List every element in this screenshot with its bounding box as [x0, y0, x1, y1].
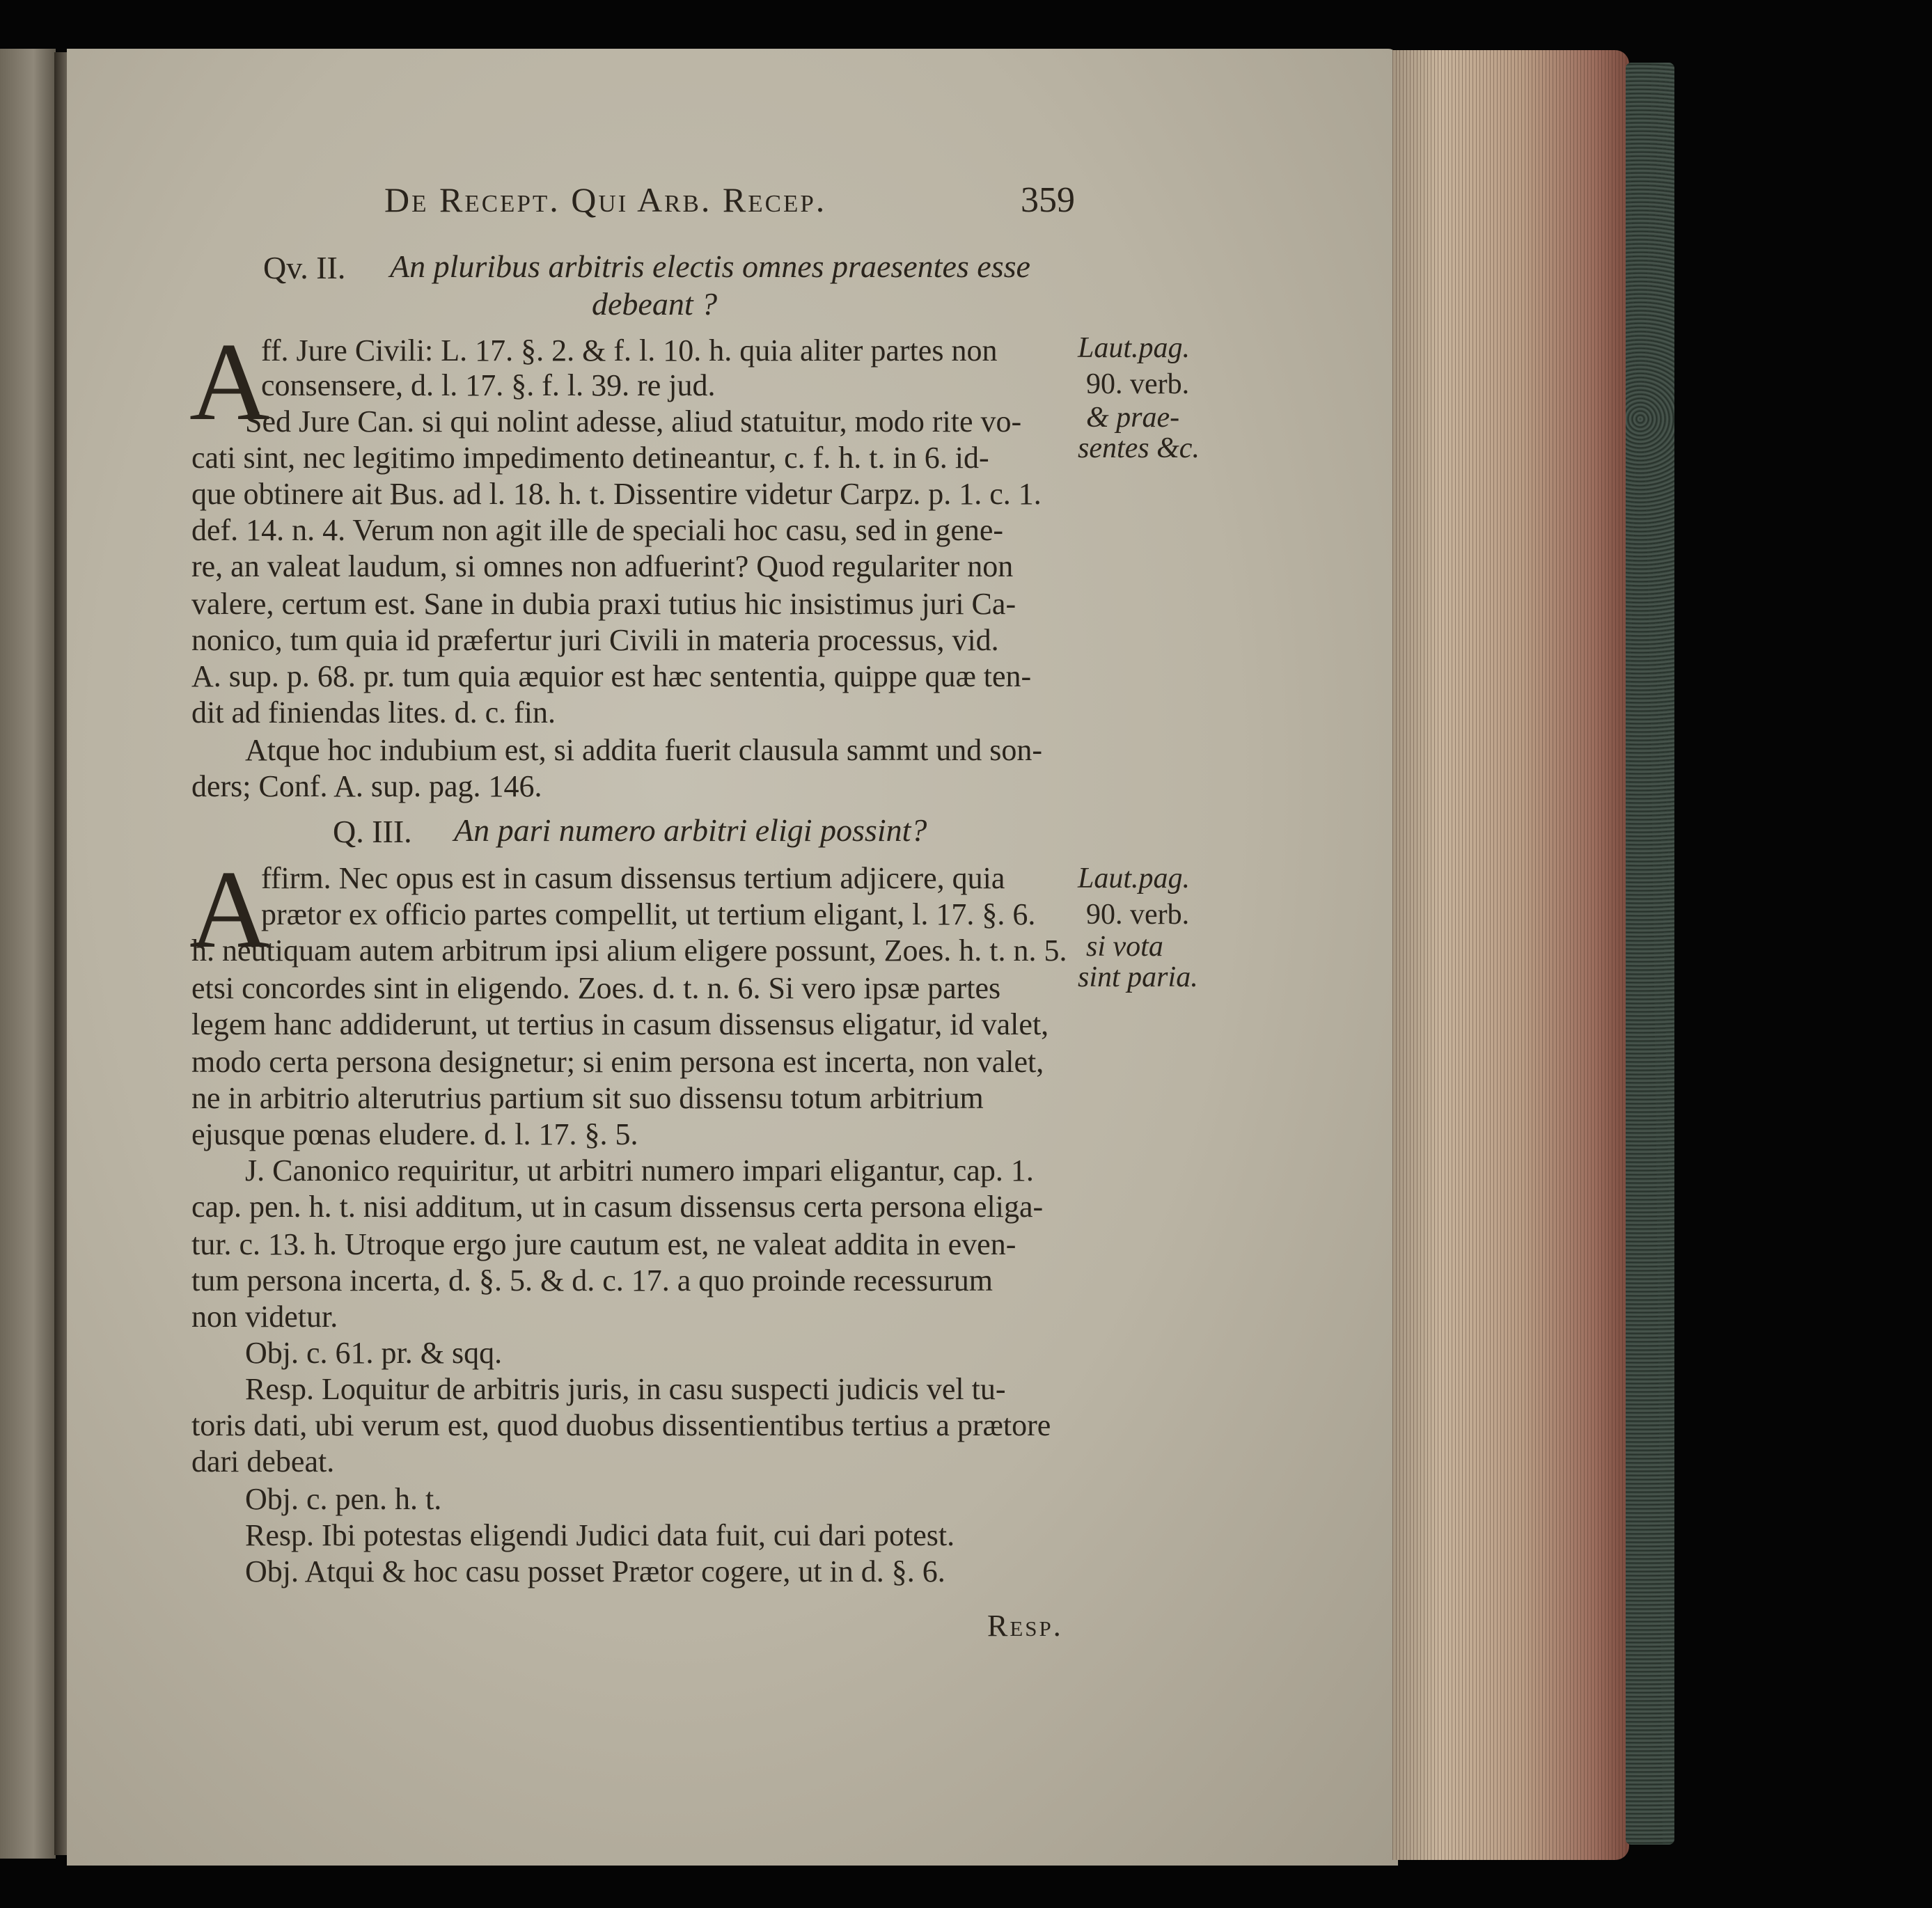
q3-line: dari debeat.: [191, 1444, 335, 1479]
q3-line: non videtur.: [191, 1300, 338, 1334]
q3-line: prætor ex officio partes compellit, ut tertium eligant, l. 17. §. 6.: [261, 897, 1036, 931]
q3-line: tum persona incerta, d. §. 5. & d. c. 17. a quo proinde recessurum: [191, 1263, 994, 1298]
q3-line: ejusque pœnas eludere. d. l. 17. §. 5.: [191, 1117, 638, 1151]
q3-line: legem hanc addiderunt, ut tertius in casum dissensus eligatur, id valet,: [191, 1007, 1049, 1041]
margin-note-2-line: Laut.pag.: [1078, 862, 1191, 894]
q2-line: ff. Jure Civili: L. 17. §. 2. & f. l. 10. h. quia aliter partes non: [261, 333, 998, 368]
q3-line: Obj. c. pen. h. t.: [245, 1482, 442, 1516]
margin-note-1-line: sentes &c.: [1078, 432, 1200, 464]
q3-line: Obj. Atqui & hoc casu posset Prætor cogere, ut in d. §. 6.: [245, 1554, 945, 1588]
q3-line: ffirm. Nec opus est in casum dissensus tertium adjicere, quia: [261, 861, 1005, 895]
q2-line: def. 14. n. 4. Verum non agit ille de speciali hoc casu, sed in gene-: [191, 513, 1004, 547]
margin-note-1-line: 90. verb.: [1086, 368, 1190, 400]
q2-line: re, an valeat laudum, si omnes non adfuerint? Quod regulariter non: [191, 549, 1014, 583]
q3-line: tur. c. 13. h. Utroque ergo jure cautum est, ne valeat addita in even-: [191, 1227, 1016, 1261]
q2-line: Atque hoc indubium est, si addita fuerit clausula sammt und son-: [245, 733, 1043, 767]
q3-line: Obj. c. 61. pr. & sqq.: [245, 1336, 503, 1370]
running-title: De Recept. Qui Arb. Recep.: [384, 180, 827, 219]
q2-line: dit ad finiendas lites. d. c. fin.: [191, 695, 556, 730]
q3-line: Resp. Ibi potestas eligendi Judici data fuit, cui dari potest.: [245, 1518, 955, 1552]
q2-line: ders; Conf. A. sup. pag. 146.: [191, 769, 542, 803]
q3-line: etsi concordes sint in eligendo. Zoes. d. t. n. 6. Si vero ipsæ partes: [191, 971, 1001, 1005]
q2-line: nonico, tum quia id præfertur juri Civili in materia processus, vid.: [191, 623, 999, 657]
margin-note-1-line: Laut.pag.: [1078, 332, 1191, 364]
question-3-text: An pari numero arbitri eligi possint?: [454, 812, 927, 848]
q3-line: modo certa persona designetur; si enim persona est incerta, non valet,: [191, 1045, 1044, 1079]
q3-line: ne in arbitrio alterutrius partium sit suo dissensu totum arbitrium: [191, 1081, 984, 1115]
margin-note-2-line: sint paria.: [1078, 961, 1198, 993]
q3-line: Resp. Loquitur de arbitris juris, in casu suspecti judicis vel tu-: [245, 1372, 1006, 1406]
q2-line: Sed Jure Can. si qui nolint adesse, aliud statuitur, modo rite vo-: [245, 404, 1022, 439]
q3-line: h. neutiquam autem arbitrum ipsi alium eligere possunt, Zoes. h. t. n. 5.: [191, 933, 1067, 968]
question-2-number: Qv. II.: [263, 250, 346, 285]
question-3-number: Q. III.: [333, 814, 412, 849]
margin-note-1-line: & prae-: [1086, 402, 1180, 434]
question-2-text-line2: debeant ?: [592, 286, 718, 322]
q2-line: A. sup. p. 68. pr. tum quia æquior est hæc sententia, quippe quæ ten-: [191, 659, 1032, 693]
drop-cap-initial: A: [189, 847, 270, 971]
q2-line: consensere, d. l. 17. §. f. l. 39. re jud.: [261, 368, 716, 402]
drop-cap-initial: A: [189, 320, 270, 443]
q2-line: valere, certum est. Sane in dubia praxi tutius hic insistimus juri Ca-: [191, 587, 1016, 621]
q3-line: J. Canonico requiritur, ut arbitri numero impari eligantur, cap. 1.: [245, 1153, 1034, 1188]
page-number: 359: [1021, 180, 1075, 220]
margin-note-2-line: 90. verb.: [1086, 899, 1190, 931]
q2-line: cati sint, nec legitimo impedimento detineantur, c. f. h. t. in 6. id-: [191, 441, 989, 475]
q3-line: cap. pen. h. t. nisi additum, ut in casum dissensus certa persona eliga-: [191, 1190, 1044, 1224]
question-2-text-line1: An pluribus arbitris electis omnes praesentes esse: [390, 249, 1030, 284]
q2-line: que obtinere ait Bus. ad l. 18. h. t. Dissentire videtur Carpz. p. 1. c. 1.: [191, 477, 1042, 511]
q3-line: toris dati, ubi verum est, quod duobus dissentientibus tertius a prætore: [191, 1408, 1051, 1442]
margin-note-2-line: si vota: [1086, 931, 1163, 963]
catchword: Resp.: [987, 1609, 1063, 1643]
